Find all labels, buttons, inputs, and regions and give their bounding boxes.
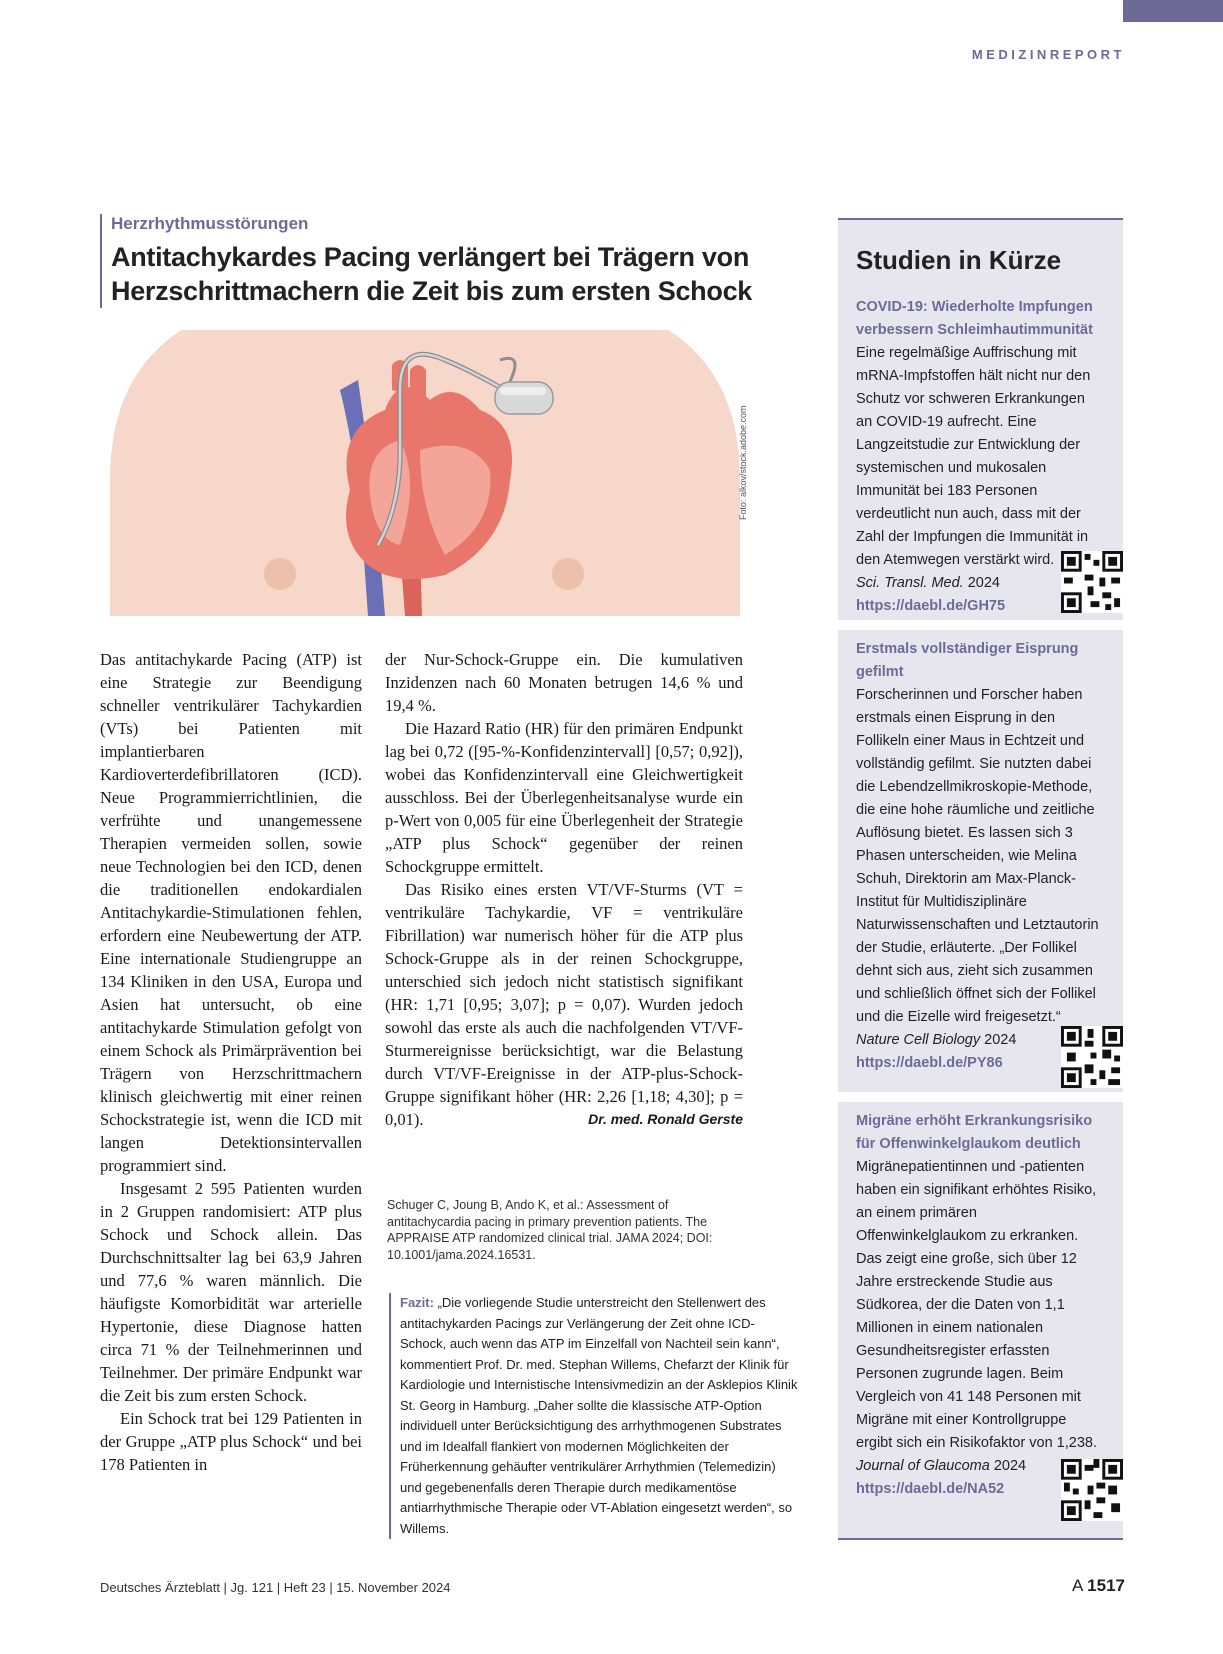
reference: Schuger C, Joung B, Ando K, et al.: Assessment of antitachycardia pacing in primary prevention patients. The APPRAISE ATP randomized clinical trial. JAMA 2024; DOI: 10.1001/jama.2024.16531. xyxy=(387,1198,713,1262)
study-text: Migränepatientinnen und -patienten haben ein signifikant erhöhtes Risiko, an einem primären Offenwinkelglaukom zu erkranken. Das zeigt eine große, sich über 12 Jahre erstreckende Studie aus Südkorea, der die Daten von 1,1 Millionen in einem nationalen Gesundheitsregister erfassten Personen zugrunde lagen. Beim Vergleich von 41 148 Personen mit Migräne mit einer Kontrollgruppe ergibt sich ein Risikofaktor von 1,238. xyxy=(856,1159,1097,1451)
paragraph: Insgesamt 2 595 Patienten wurden in 2 Gruppen randomisiert: ATP plus Schock und Schock allein. Das Durchschnittsalter lag bei 63,9 Jahren und 77,6 % waren männlich. Die häufigste Komorbidität war arterielle Hypertonie, diese Diagnose hatten circa 71 % der Teilnehmerinnen und Teilnehmer. Der primäre Endpunkt war die Zeit bis zum ersten Schock. xyxy=(100,1179,362,1405)
article-column-2 xyxy=(385,648,743,1131)
heart-pacemaker-illustration xyxy=(100,330,750,620)
study-text: Forscherinnen und Forscher haben erstmals einen Eisprung in den Follikeln einer Maus in Echtzeit und vollständig gefilmt. Sie nutzten dabei die Lebendzellmikroskopie-Methode, die eine hohe räumliche und zeitliche Auflösung bietet. Es lassen sich 3 Phasen unterscheiden, wie Melina Schuh, Direktorin am Max-Planck-Institut für Multidisziplinäre Naturwissenschaften und Letztautorin der Studie, erläuterte. „Der Follikel dehnt sich aus, zieht sich zusammen und schließlich öffnet sich der Follikel und die Eizelle wird freigesetzt.“ xyxy=(856,687,1099,1025)
article-headline xyxy=(111,240,801,308)
qr-code-icon[interactable] xyxy=(1061,551,1123,613)
study-link[interactable]: https://daebl.de/PY86 xyxy=(856,1055,1003,1071)
paragraph: Die Hazard Ratio (HR) für den primären Endpunkt lag bei 0,72 ([95-%-Konfidenzintervall] [0,57; 0,92]), wobei das Konfidenzintervall eine Gleichwertigkeit ausschloss. Bei der Überlegenheitsanalyse wurde ein p-Wert von 0,005 für eine Überlegenheit der Strategie „ATP plus Schock“ gegenüber der reinen Schockgruppe ermittelt. xyxy=(385,719,743,876)
study-item xyxy=(856,638,1106,1075)
study-heading: Erstmals vollständiger Eisprung gefilmt xyxy=(856,641,1079,680)
page-prefix: A xyxy=(1072,1576,1083,1595)
paragraph: Das antitachykarde Pacing (ATP) ist eine Strategie zur Beendigung schneller ventrikulärer Tachykardien (VTs) bei Patienten mit implantierbaren Kardioverterdefibrillatoren (ICD). Neue Programmierrichtlinien, die verfrühte und unangemessene Therapien vermeiden sollen, sowie neue Technologien bei den ICD, denen die traditionellen endokardialen Antitachykardie-Stimulationen fehlen, erfordern eine Neubewertung der ATP. Eine internationale Studiengruppe an 134 Kliniken in den USA, Europa und Asien hat untersucht, ob eine antitachykarde Stimulation gefolgt von einem Schock als Primärprävention bei Trägern von Herzschrittmachern klinisch gleichwertig mit einer reinen Schockstrategie ist, wenn die ICD mit langen Detektionsintervallen programmiert sind. xyxy=(100,650,362,1175)
paragraph: der Nur-Schock-Gruppe ein. Die kumulativen Inzidenzen nach 60 Monaten betrugen 14,6 % und 19,4 %. xyxy=(385,650,743,715)
headline-block xyxy=(100,214,801,308)
page-number xyxy=(1072,1576,1125,1596)
section-label: MEDIZINREPORT xyxy=(971,47,1125,62)
citation-year: 2024 xyxy=(967,575,1000,591)
headline-line-1: Antitachykardes Pacing verlängert bei Trägern von xyxy=(111,242,750,272)
journal-name: Journal of Glaucoma xyxy=(856,1458,990,1474)
article-rubric: Herzrhythmusstörungen xyxy=(111,214,309,233)
study-text: Eine regelmäßige Auffrischung mit mRNA-Impfstoffen hält nicht nur den Schutz vor schweren Erkrankungen an COVID-19 aufrecht. Eine Langzeitstudie zur Entwicklung der systemischen und mukosalen Immunität bei 183 Personen verdeutlicht nun auch, dass mit der Zahl der Impfungen die Immunität in den Atemwegen verstärkt wird. xyxy=(856,345,1091,568)
qr-code-icon[interactable] xyxy=(1061,1459,1123,1521)
study-link[interactable]: https://daebl.de/GH75 xyxy=(856,598,1006,614)
qr-code-icon[interactable] xyxy=(1061,1026,1123,1088)
corner-tab xyxy=(1123,0,1223,22)
page-number-value: 1517 xyxy=(1087,1576,1125,1595)
journal-name: Nature Cell Biology xyxy=(856,1032,981,1048)
study-heading: Migräne erhöht Erkrankungsrisiko für Offenwinkelglaukom deutlich xyxy=(856,1113,1093,1152)
photo-credit: Foto: alkov/stock.adobe.com xyxy=(738,405,748,520)
sidebar-studien xyxy=(838,218,1123,1540)
sidebar-divider xyxy=(838,1092,1123,1102)
fazit-box xyxy=(389,1293,800,1539)
citation-year: 2024 xyxy=(984,1032,1017,1048)
paragraph: Ein Schock trat bei 129 Patienten in der Gruppe „ATP plus Schock“ und bei 178 Patienten in xyxy=(100,1409,362,1474)
article-author: Dr. med. Ronald Gerste xyxy=(588,1111,743,1127)
fazit-label: Fazit: xyxy=(400,1295,434,1310)
study-item xyxy=(856,1110,1106,1501)
fazit-text: „Die vorliegende Studie unterstreicht den Stellenwert des antitachykarden Pacings zur Verlängerung der Zeit ohne ICD-Schock, auch wenn das ATP im Einzelfall von Nachteil sein kann“, kommentiert Prof. Dr. med. Stephan Willems, Chefarzt der Klinik für Kardiologie und Internistische Intensivmedizin an der Asklepios Klinik St. Georg in Hamburg. „Daher sollte die klassische ATP-Option individuell unter Berücksichtigung des arrhythmogenen Substrates und im Idealfall flankiert von modernen Möglichkeiten der Früherkennung gehäufter ventrikulärer Arrhythmien (Telemedizin) und gegebenenfalls deren Therapie durch medikamentöse antiarrhythmische Therapie oder VT-Ablation eingesetzt werden“, so Willems. xyxy=(400,1295,798,1536)
study-heading: COVID-19: Wiederholte Impfungen verbessern Schleimhautimmunität xyxy=(856,299,1093,338)
study-link[interactable]: https://daebl.de/NA52 xyxy=(856,1481,1005,1497)
footer-journal: Deutsches Ärzteblatt | Jg. 121 | Heft 23 | 15. November 2024 xyxy=(100,1580,451,1595)
journal-name: Sci. Transl. Med. xyxy=(856,575,964,591)
citation-year: 2024 xyxy=(993,1458,1027,1474)
sidebar-divider xyxy=(838,620,1123,630)
sidebar-title: Studien in Kürze xyxy=(856,245,1062,275)
article-column-1 xyxy=(100,648,362,1476)
paragraph xyxy=(385,878,743,1131)
headline-line-2: Herzschrittmachern die Zeit bis zum ersten Schock xyxy=(111,276,752,306)
paragraph-text: Das Risiko eines ersten VT/VF-Sturms (VT = ventrikuläre Tachykardie, VF = ventrikuläre Fibrillation) war numerisch höher für die ATP plus Schock-Gruppe als in der reinen Schockgruppe, unterschied sich jedoch nicht statistisch signifikant (HR: 1,71 [0,95; 3,07]; p = 0,07). Wurden jedoch sowohl das erste als auch die nachfolgenden VT/VF-Sturmereignisse berücksichtigt, war die Belastung durch VT/VF-Ereignisse in der ATP-plus-Schock-Gruppe signifikant höher (HR: 2,26 [1,18; 4,30]; p = 0,01). xyxy=(385,880,743,1129)
